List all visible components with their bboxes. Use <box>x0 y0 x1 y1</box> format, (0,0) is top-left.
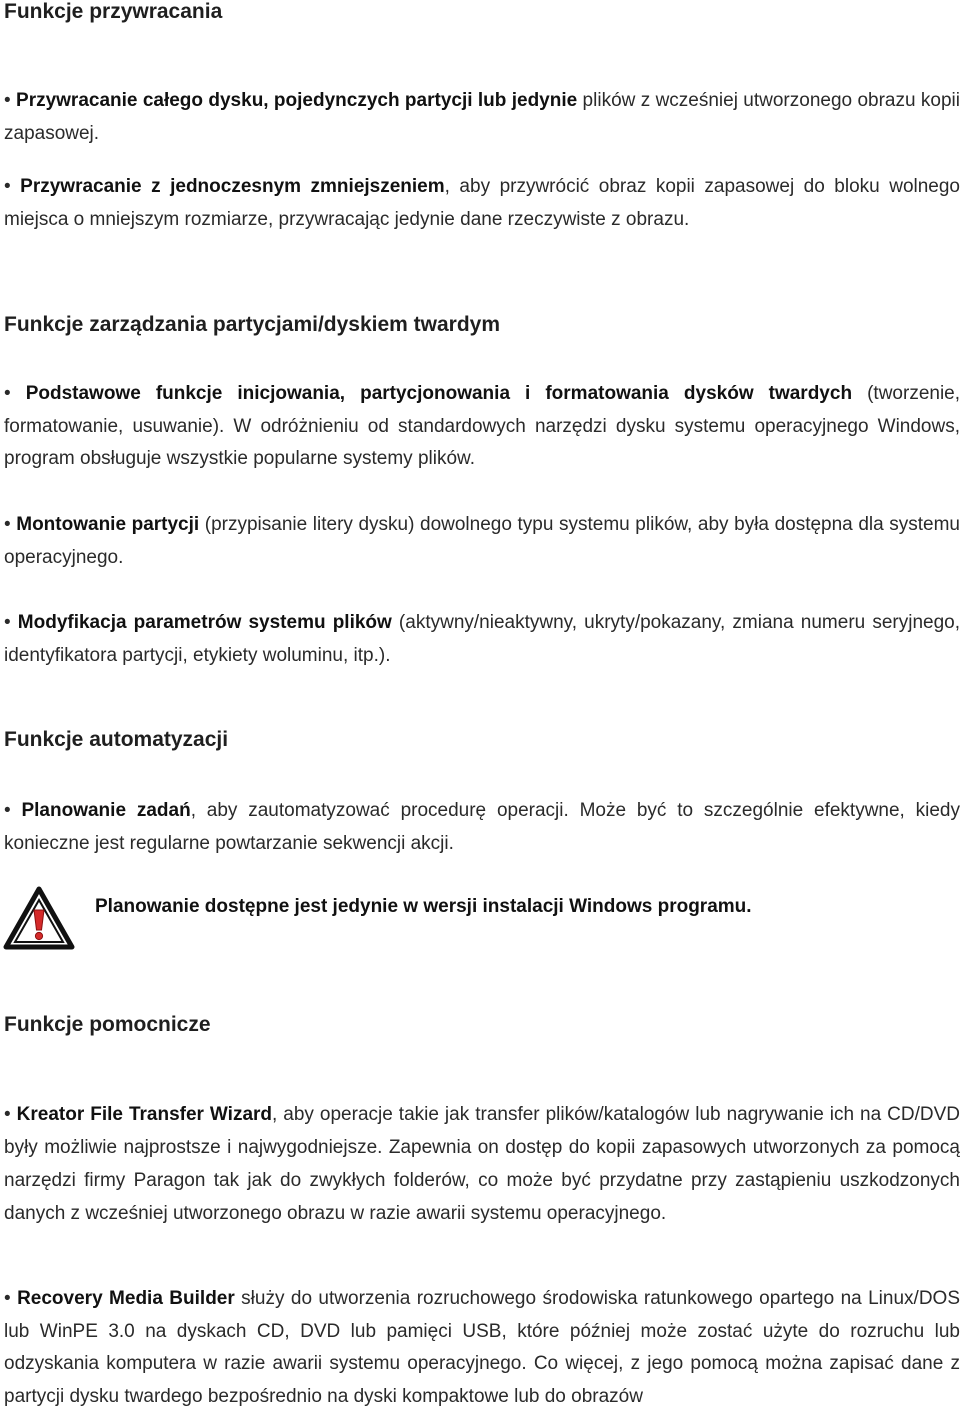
bold-lead: Montowanie partycji <box>16 514 200 535</box>
paragraph-automation-1 <box>4 794 960 860</box>
heading-helper: Funkcje pomocnicze <box>4 1013 211 1036</box>
bullet: • <box>4 90 11 111</box>
bullet: • <box>4 514 11 535</box>
paragraph-partition-1 <box>4 378 960 476</box>
paragraph-text: , aby operacje takie jak transfer plików/katalogów lub nagrywanie ich na CD/DVD były możliwie najprostsze i najwygodniejsze. Zapewnia on dostęp do kopii zapasowych utworzonych za pomocą narzędzi firmy Paragon tak jak do zwykłych folderów, co może być przydatne przy zastąpieniu uszkodzonych danych z wcześniej utworzonego obrazu w razie awarii systemu operacyjnego. <box>4 1104 960 1224</box>
bullet: • <box>4 800 11 821</box>
paragraph-helper-2 <box>4 1283 960 1413</box>
bullet: • <box>4 612 11 633</box>
paragraph-text: (przypisanie litery dysku) dowolnego typu systemu plików, aby była dostępna dla systemu operacyjnego. <box>4 514 960 568</box>
bullet: • <box>4 176 11 197</box>
bold-lead: Przywracanie całego dysku, pojedynczych partycji lub jedynie <box>16 90 578 111</box>
heading-partition: Funkcje zarządzania partycjami/dyskiem twardym <box>4 313 501 336</box>
heading-restore: Funkcje przywracania <box>4 0 223 23</box>
paragraph-partition-3 <box>4 606 960 672</box>
bullet: • <box>4 383 11 404</box>
paragraph-helper-1 <box>4 1098 960 1230</box>
paragraph-text: (tworzenie, formatowanie, usuwanie). W odróżnieniu od standardowych narzędzi dysku systemu operacyjnego Windows, program obsługuje wszystkie popularne systemy plików. <box>4 383 960 469</box>
bold-lead: Modyfikacja parametrów systemu plików <box>17 612 392 633</box>
paragraph-partition-2 <box>4 508 960 574</box>
bold-lead: Podstawowe funkcje inicjowania, partycjonowania i formatowania dysków twardych <box>25 383 853 404</box>
warning-triangle-icon <box>3 886 75 950</box>
bold-lead: Recovery Media Builder <box>17 1288 235 1309</box>
bullet: • <box>4 1288 11 1309</box>
paragraph-text: , aby zautomatyzować procedurę operacji. Może być to szczególnie efektywne, kiedy konieczne jest regularne powtarzanie sekwencji akcji. <box>4 800 960 854</box>
paragraph-restore-1 <box>4 84 960 150</box>
paragraph-text: , aby przywrócić obraz kopii zapasowej do bloku wolnego miejsca o mniejszym rozmiarze, przywracając jedynie dane rzeczywiste z obrazu. <box>4 176 960 230</box>
heading-automation: Funkcje automatyzacji <box>4 728 229 751</box>
bold-lead: Planowanie zadań <box>21 800 191 821</box>
paragraph-text: służy do utworzenia rozruchowego środowiska ratunkowego opartego na Linux/DOS lub WinPE 3.0 na dyskach CD, DVD lub pamięci USB, które później może zostać użyte do rozruchu lub odzyskania komputera w razie awarii systemu operacyjnego. Co więcej, z jego pomocą można zapisać dane z partycji dysku twardego bezpośrednio na dyski kompaktowe lub do obrazów <box>4 1288 960 1407</box>
bold-lead: Kreator File Transfer Wizard <box>16 1104 273 1125</box>
paragraph-text: (aktywny/nieaktywny, ukryty/pokazany, zmiana numeru seryjnego, identyfikatora partycji, etykiety woluminu, itp.). <box>4 612 960 666</box>
bullet: • <box>4 1104 11 1125</box>
paragraph-text: plików z wcześniej utworzonego obrazu kopii zapasowej. <box>4 90 960 144</box>
warning-text: Planowanie dostępne jest jedynie w wersji instalacji Windows programu. <box>95 896 752 917</box>
bold-lead: Przywracanie z jednoczesnym zmniejszeniem <box>20 176 445 197</box>
paragraph-restore-2 <box>4 170 960 236</box>
